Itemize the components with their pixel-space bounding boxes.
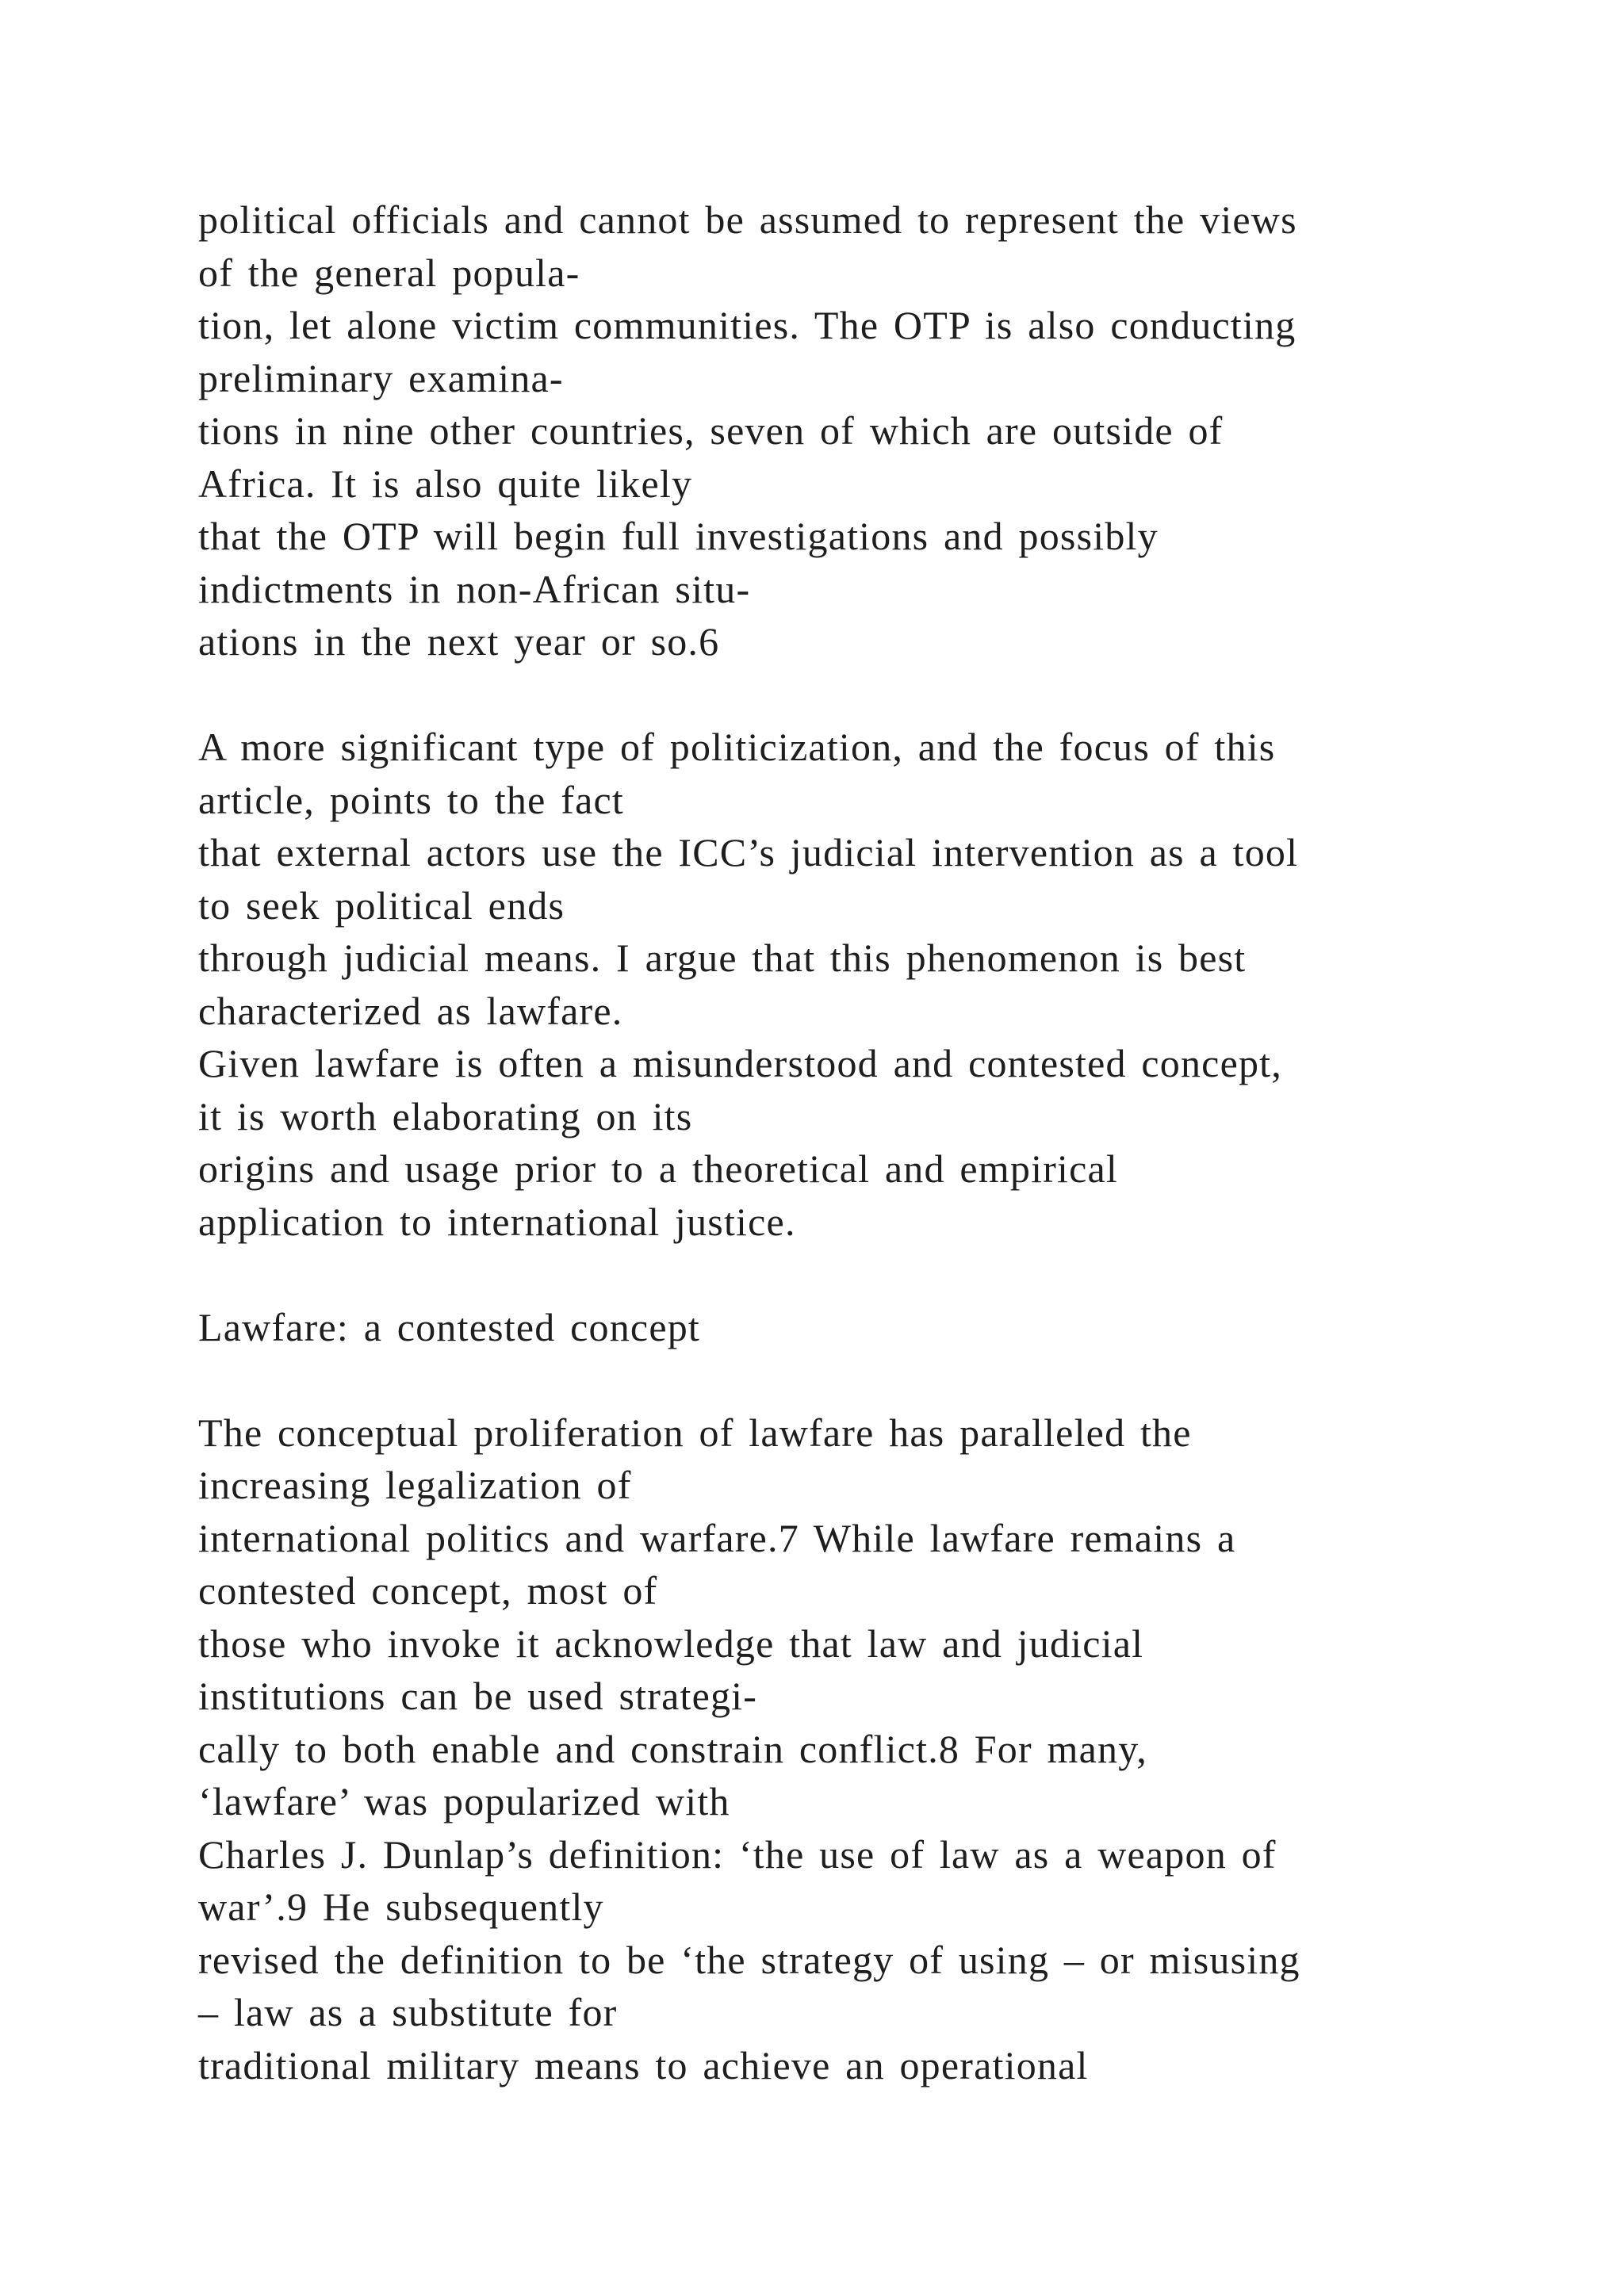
paragraph-conceptual-proliferation — [198, 1406, 1435, 2092]
text-line: increasing legalization of — [198, 1463, 632, 1507]
text-line: The conceptual proliferation of lawfare has paralleled the — [198, 1410, 1192, 1455]
text-line: cally to both enable and constrain conflict.8 For many, — [198, 1726, 1147, 1771]
text-line: article, points to the fact — [198, 777, 624, 822]
text-line: application to international justice. — [198, 1199, 796, 1244]
text-line: it is worth elaborating on its — [198, 1093, 693, 1138]
text-line: contested concept, most of — [198, 1568, 658, 1613]
text-line: tions in nine other countries, seven of which are outside of — [198, 408, 1224, 453]
paragraph-spacer — [198, 1248, 1435, 1301]
text-line: through judicial means. I argue that this phenomenon is best — [198, 936, 1247, 980]
text-line: Charles J. Dunlap’s definition: ‘the use of law as a weapon of — [198, 1831, 1277, 1877]
text-line: international politics and warfare.7 While lawfare remains a — [198, 1515, 1236, 1560]
text-line: of the general popula- — [198, 250, 580, 295]
text-line: revised the definition to be ‘the strategy of using – or misusing — [198, 1937, 1300, 1982]
section-heading-text: Lawfare: a contested concept — [198, 1304, 700, 1349]
paragraph-spacer — [198, 668, 1435, 721]
text-line: ‘lawfare’ was popularized with — [198, 1779, 730, 1823]
text-line: preliminary examina- — [198, 355, 564, 400]
body-text — [198, 193, 1435, 2091]
text-line: – law as a substitute for — [198, 1990, 618, 2034]
text-line: ations in the next year or so.6 — [198, 619, 720, 664]
paragraph-lawfare-intro — [198, 721, 1435, 1248]
section-heading — [198, 1301, 1435, 1354]
text-line: A more significant type of politicization, and the focus of this — [198, 725, 1276, 769]
text-line: Given lawfare is often a misunderstood and contested concept, — [198, 1041, 1282, 1085]
text-line: war’.9 He subsequently — [198, 1885, 604, 1929]
paragraph-politicization-views — [198, 193, 1435, 668]
text-line: tion, let alone victim communities. The OTP is also conducting — [198, 303, 1297, 347]
text-line: Africa. It is also quite likely — [198, 461, 693, 506]
text-line: traditional military means to achieve an operational — [198, 2042, 1089, 2087]
text-line: those who invoke it acknowledge that law and judicial — [198, 1621, 1144, 1666]
text-line: institutions can be used strategi- — [198, 1674, 758, 1718]
paragraph-spacer — [198, 1353, 1435, 1406]
text-line: to seek political ends — [198, 882, 565, 928]
text-line: indictments in non-African situ- — [198, 566, 751, 611]
text-line: origins and usage prior to a theoretical and empirical — [198, 1146, 1118, 1191]
text-line: that external actors use the ICC’s judicial intervention as a tool — [198, 830, 1299, 874]
text-line: characterized as lawfare. — [198, 988, 623, 1033]
text-line: political officials and cannot be assumed to represent the views — [198, 197, 1297, 242]
text-line: that the OTP will begin full investigations and possibly — [198, 514, 1159, 558]
